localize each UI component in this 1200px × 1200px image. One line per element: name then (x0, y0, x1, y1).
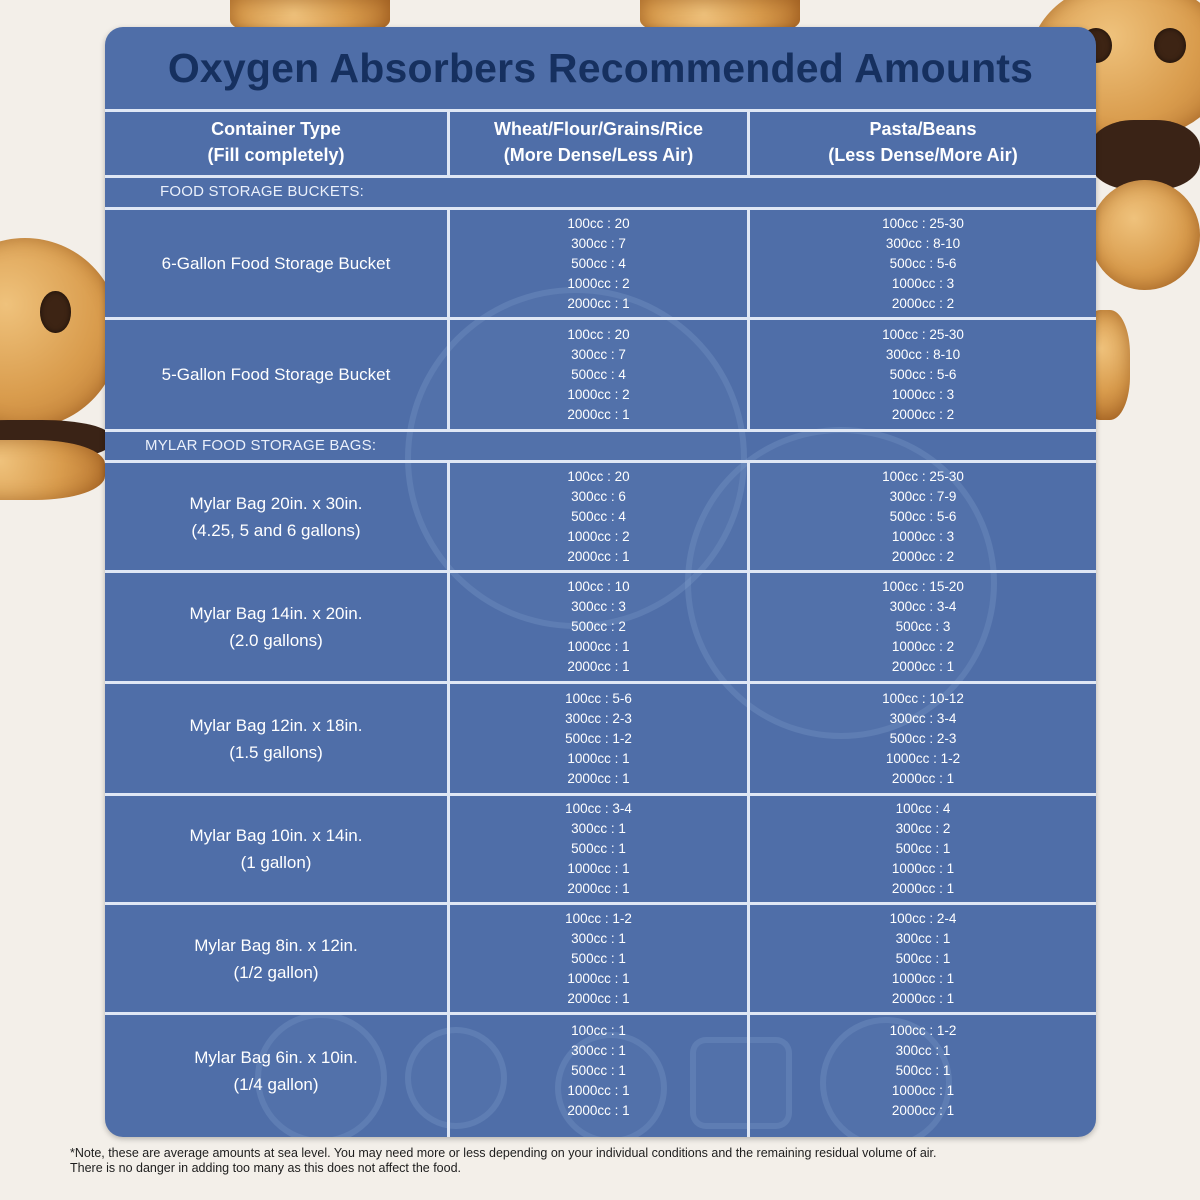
row-container: Mylar Bag 10in. x 14in. (1 gallon) (189, 826, 363, 872)
section-buckets: FOOD STORAGE BUCKETS: (160, 183, 364, 200)
row-container: Mylar Bag 20in. x 30in. (4.25, 5 and 6 gallons) (189, 493, 363, 540)
header-less-dense: Pasta/Beans (Less Dense/More Air) (828, 119, 1018, 165)
row-container: 5-Gallon Food Storage Bucket (161, 365, 391, 384)
row-dense-values: 100cc : 3-4 300cc : 1 500cc : 1 1000cc : 1 2000cc : 1 (565, 801, 632, 896)
row-dense-values: 100cc : 20 300cc : 6 500cc : 4 1000cc : 2 2000cc : 1 (567, 468, 630, 564)
row-dense-values: 100cc : 20 300cc : 7 500cc : 4 1000cc : 2 2000cc : 1 (567, 215, 630, 311)
row-less-dense-values: 100cc : 1-2 300cc : 1 500cc : 1 1000cc : 1 2000cc : 1 (889, 1023, 957, 1118)
row-less-dense-values: 100cc : 25-30 300cc : 7-9 500cc : 5-6 1000cc : 3 2000cc : 2 (882, 468, 964, 564)
header-dense: Wheat/Flour/Grains/Rice (More Dense/Less Air) (493, 119, 704, 165)
row-dense-values: 100cc : 1 300cc : 1 500cc : 1 1000cc : 1 2000cc : 1 (567, 1023, 630, 1118)
footnote: *Note, these are average amounts at sea level. You may need more or less depending on your individual conditions and the remaining residual volume of air. There is no danger in adding too many as this does not affect the food. (70, 1146, 937, 1175)
cookie-left-bottom (0, 440, 105, 500)
row-dense-values: 100cc : 5-6 300cc : 2-3 500cc : 1-2 1000cc : 1 2000cc : 1 (565, 690, 632, 786)
section-mylar-bags: MYLAR FOOD STORAGE BAGS: (145, 437, 377, 454)
row-less-dense-values: 100cc : 15-20 300cc : 3-4 500cc : 3 1000cc : 2 2000cc : 1 (882, 579, 964, 674)
page-title: Oxygen Absorbers Recommended Amounts (167, 45, 1034, 91)
divider (105, 175, 1096, 178)
row-container: Mylar Bag 8in. x 12in. (1/2 gallon) (194, 935, 358, 982)
row-less-dense-values: 100cc : 25-30 300cc : 8-10 500cc : 5-6 1000cc : 3 2000cc : 2 (882, 326, 964, 422)
row-container: Mylar Bag 14in. x 20in. (2.0 gallons) (189, 604, 363, 650)
row-container: Mylar Bag 12in. x 18in. (1.5 gallons) (189, 715, 363, 762)
row-container: Mylar Bag 6in. x 10in. (1/4 gallon) (194, 1048, 358, 1094)
cookie-left (0, 238, 120, 428)
divider (105, 109, 1096, 112)
row-dense-values: 100cc : 10 300cc : 3 500cc : 2 1000cc : 1 2000cc : 1 (567, 579, 630, 674)
cookie-right (1090, 180, 1200, 290)
row-less-dense-values: 100cc : 2-4 300cc : 1 500cc : 1 1000cc : 1 2000cc : 1 (889, 910, 957, 1006)
row-container: 6-Gallon Food Storage Bucket (161, 254, 391, 273)
chart-panel (105, 27, 1096, 1137)
row-dense-values: 100cc : 1-2 300cc : 1 500cc : 1 1000cc : 1 2000cc : 1 (565, 910, 632, 1006)
header-container-type: Container Type (Fill completely) (207, 119, 345, 165)
row-less-dense-values: 100cc : 25-30 300cc : 8-10 500cc : 5-6 1000cc : 3 2000cc : 2 (882, 215, 964, 311)
row-less-dense-values: 100cc : 4 300cc : 2 500cc : 1 1000cc : 1 2000cc : 1 (891, 801, 955, 896)
row-dense-values: 100cc : 20 300cc : 7 500cc : 4 1000cc : 2 2000cc : 1 (567, 326, 630, 422)
divider (105, 429, 1096, 432)
row-less-dense-values: 100cc : 10-12 300cc : 3-4 500cc : 2-3 1000cc : 1-2 2000cc : 1 (882, 690, 964, 786)
